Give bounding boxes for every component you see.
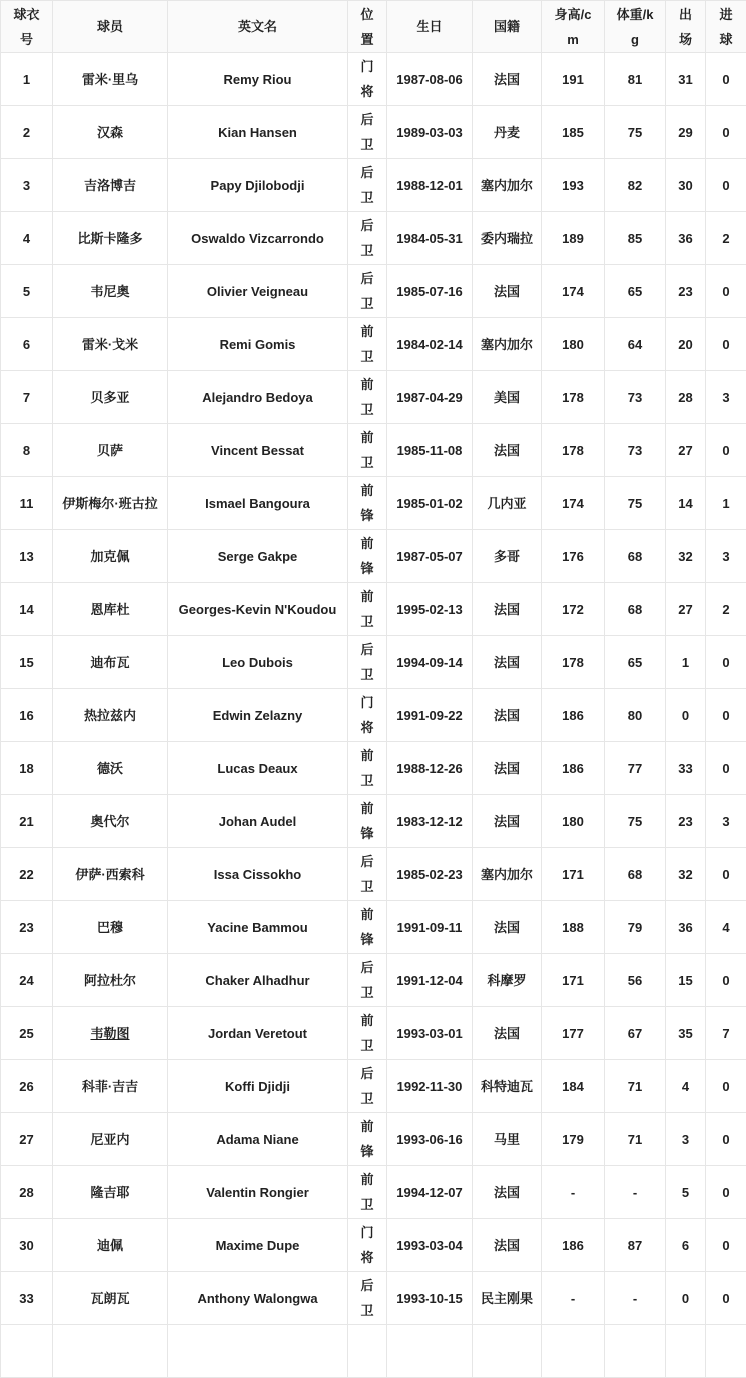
table-row bbox=[1, 583, 746, 636]
cell-weight-kg: 68 bbox=[605, 848, 666, 901]
cell-nationality: 法国 bbox=[473, 795, 542, 848]
cell-english-name: Johan Audel bbox=[168, 795, 348, 848]
cell-position: 前锋 bbox=[348, 1113, 387, 1166]
cell-nationality: 民主刚果 bbox=[473, 1272, 542, 1325]
cell-weight-kg: 65 bbox=[605, 265, 666, 318]
col-header-player-name: 球员 bbox=[53, 1, 168, 53]
cell-english-name: Serge Gakpe bbox=[168, 530, 348, 583]
cell-appearances: 20 bbox=[666, 318, 706, 371]
cell-player-name: 加克佩 bbox=[53, 530, 168, 583]
table-row bbox=[1, 848, 746, 901]
cell-nationality: 马里 bbox=[473, 1113, 542, 1166]
cell-height-cm: - bbox=[542, 1272, 605, 1325]
cell-player-name: 贝萨 bbox=[53, 424, 168, 477]
table-row bbox=[1, 1007, 746, 1060]
cell-jersey-number: 14 bbox=[1, 583, 53, 636]
cell-height-cm: 193 bbox=[542, 159, 605, 212]
table-row bbox=[1, 371, 746, 424]
cell-appearances: 32 bbox=[666, 530, 706, 583]
cell-weight-kg: 65 bbox=[605, 636, 666, 689]
cell-player-name: 贝多亚 bbox=[53, 371, 168, 424]
cell-jersey-number: 22 bbox=[1, 848, 53, 901]
cell-position: 后卫 bbox=[348, 212, 387, 265]
cell-height-cm: 174 bbox=[542, 265, 605, 318]
cell-jersey-number: 24 bbox=[1, 954, 53, 1007]
table-row bbox=[1, 424, 746, 477]
cell-position: 门将 bbox=[348, 1219, 387, 1272]
cell-birthday: 1988-12-26 bbox=[387, 742, 473, 795]
cell-position: 前卫 bbox=[348, 371, 387, 424]
cell-height-cm: 184 bbox=[542, 1060, 605, 1113]
cell-birthday: 1992-11-30 bbox=[387, 1060, 473, 1113]
cell-birthday: 1985-11-08 bbox=[387, 424, 473, 477]
cell-position: 后卫 bbox=[348, 1272, 387, 1325]
cell-weight-kg: 73 bbox=[605, 424, 666, 477]
cell-appearances: 15 bbox=[666, 954, 706, 1007]
cell-height-cm bbox=[542, 1325, 605, 1378]
table-row bbox=[1, 477, 746, 530]
col-header-goals: 进球 bbox=[706, 1, 746, 53]
cell-appearances: 5 bbox=[666, 1166, 706, 1219]
cell-player-name: 尼亚内 bbox=[53, 1113, 168, 1166]
cell-weight-kg: 79 bbox=[605, 901, 666, 954]
cell-nationality: 法国 bbox=[473, 53, 542, 106]
cell-nationality: 委内瑞拉 bbox=[473, 212, 542, 265]
cell-nationality: 法国 bbox=[473, 742, 542, 795]
cell-jersey-number: 28 bbox=[1, 1166, 53, 1219]
cell-goals: 0 bbox=[706, 742, 746, 795]
cell-goals: 0 bbox=[706, 106, 746, 159]
cell-player-name: 奥代尔 bbox=[53, 795, 168, 848]
cell-position: 前卫 bbox=[348, 318, 387, 371]
cell-weight-kg: 82 bbox=[605, 159, 666, 212]
cell-appearances: 6 bbox=[666, 1219, 706, 1272]
cell-nationality: 法国 bbox=[473, 1219, 542, 1272]
table-row bbox=[1, 265, 746, 318]
table-row bbox=[1, 636, 746, 689]
cell-birthday: 1984-05-31 bbox=[387, 212, 473, 265]
cell-player-name: 德沃 bbox=[53, 742, 168, 795]
cell-jersey-number: 13 bbox=[1, 530, 53, 583]
cell-weight-kg: 75 bbox=[605, 106, 666, 159]
cell-player-name bbox=[53, 1007, 168, 1060]
cell-nationality: 科摩罗 bbox=[473, 954, 542, 1007]
cell-position: 前锋 bbox=[348, 477, 387, 530]
cell-weight-kg: 73 bbox=[605, 371, 666, 424]
cell-english-name: Oswaldo Vizcarrondo bbox=[168, 212, 348, 265]
cell-jersey-number: 18 bbox=[1, 742, 53, 795]
cell-appearances: 30 bbox=[666, 159, 706, 212]
cell-jersey-number: 6 bbox=[1, 318, 53, 371]
table-row-partial bbox=[1, 1325, 746, 1378]
cell-height-cm: 172 bbox=[542, 583, 605, 636]
cell-english-name: Valentin Rongier bbox=[168, 1166, 348, 1219]
table-row bbox=[1, 1272, 746, 1325]
cell-english-name: Anthony Walongwa bbox=[168, 1272, 348, 1325]
cell-player-name bbox=[53, 1325, 168, 1378]
cell-english-name: Maxime Dupe bbox=[168, 1219, 348, 1272]
cell-birthday: 1994-12-07 bbox=[387, 1166, 473, 1219]
cell-birthday: 1987-04-29 bbox=[387, 371, 473, 424]
cell-player-name: 伊斯梅尔·班古拉 bbox=[53, 477, 168, 530]
col-header-weight-kg: 体重/kg bbox=[605, 1, 666, 53]
cell-height-cm: 180 bbox=[542, 795, 605, 848]
cell-weight-kg: 75 bbox=[605, 795, 666, 848]
cell-english-name: Olivier Veigneau bbox=[168, 265, 348, 318]
cell-player-name: 瓦朗瓦 bbox=[53, 1272, 168, 1325]
cell-goals: 0 bbox=[706, 1272, 746, 1325]
cell-jersey-number: 21 bbox=[1, 795, 53, 848]
cell-height-cm: 180 bbox=[542, 318, 605, 371]
cell-weight-kg bbox=[605, 1325, 666, 1378]
cell-jersey-number: 23 bbox=[1, 901, 53, 954]
cell-birthday bbox=[387, 1325, 473, 1378]
cell-nationality: 法国 bbox=[473, 1166, 542, 1219]
cell-player-name: 伊萨·西索科 bbox=[53, 848, 168, 901]
col-header-position: 位置 bbox=[348, 1, 387, 53]
cell-weight-kg: 77 bbox=[605, 742, 666, 795]
cell-goals: 2 bbox=[706, 583, 746, 636]
table-row bbox=[1, 1113, 746, 1166]
cell-jersey-number: 15 bbox=[1, 636, 53, 689]
cell-english-name: Lucas Deaux bbox=[168, 742, 348, 795]
table-row bbox=[1, 689, 746, 742]
players-table-body bbox=[1, 53, 746, 1378]
cell-appearances: 23 bbox=[666, 265, 706, 318]
cell-player-name: 雷米·戈米 bbox=[53, 318, 168, 371]
table-row bbox=[1, 53, 746, 106]
cell-jersey-number: 3 bbox=[1, 159, 53, 212]
cell-nationality: 法国 bbox=[473, 689, 542, 742]
table-row bbox=[1, 901, 746, 954]
cell-position: 门将 bbox=[348, 689, 387, 742]
cell-weight-kg: 85 bbox=[605, 212, 666, 265]
cell-height-cm: 186 bbox=[542, 742, 605, 795]
header-row bbox=[1, 1, 746, 53]
player-link[interactable]: 韦勒图 bbox=[90, 1026, 129, 1041]
table-row bbox=[1, 954, 746, 1007]
cell-birthday: 1987-05-07 bbox=[387, 530, 473, 583]
cell-english-name: Kian Hansen bbox=[168, 106, 348, 159]
cell-player-name: 吉洛博吉 bbox=[53, 159, 168, 212]
col-header-appearances: 出场 bbox=[666, 1, 706, 53]
cell-birthday: 1991-12-04 bbox=[387, 954, 473, 1007]
cell-birthday: 1993-03-04 bbox=[387, 1219, 473, 1272]
cell-goals: 3 bbox=[706, 371, 746, 424]
cell-player-name: 迪佩 bbox=[53, 1219, 168, 1272]
cell-goals: 0 bbox=[706, 954, 746, 1007]
cell-goals: 2 bbox=[706, 212, 746, 265]
cell-jersey-number: 2 bbox=[1, 106, 53, 159]
table-row bbox=[1, 212, 746, 265]
cell-position: 前卫 bbox=[348, 424, 387, 477]
cell-appearances: 33 bbox=[666, 742, 706, 795]
cell-appearances: 4 bbox=[666, 1060, 706, 1113]
cell-height-cm: 177 bbox=[542, 1007, 605, 1060]
cell-position: 后卫 bbox=[348, 106, 387, 159]
cell-nationality: 法国 bbox=[473, 424, 542, 477]
cell-jersey-number: 30 bbox=[1, 1219, 53, 1272]
cell-height-cm: 188 bbox=[542, 901, 605, 954]
cell-weight-kg: - bbox=[605, 1166, 666, 1219]
cell-english-name: Papy Djilobodji bbox=[168, 159, 348, 212]
cell-player-name: 迪布瓦 bbox=[53, 636, 168, 689]
cell-birthday: 1987-08-06 bbox=[387, 53, 473, 106]
cell-english-name: Chaker Alhadhur bbox=[168, 954, 348, 1007]
cell-goals: 0 bbox=[706, 1060, 746, 1113]
cell-nationality: 科特迪瓦 bbox=[473, 1060, 542, 1113]
table-row bbox=[1, 530, 746, 583]
cell-height-cm: 191 bbox=[542, 53, 605, 106]
cell-nationality: 塞内加尔 bbox=[473, 848, 542, 901]
cell-jersey-number: 33 bbox=[1, 1272, 53, 1325]
cell-english-name: Adama Niane bbox=[168, 1113, 348, 1166]
cell-position: 前卫 bbox=[348, 1007, 387, 1060]
cell-player-name: 比斯卡隆多 bbox=[53, 212, 168, 265]
cell-weight-kg: 56 bbox=[605, 954, 666, 1007]
cell-jersey-number: 7 bbox=[1, 371, 53, 424]
cell-weight-kg: 87 bbox=[605, 1219, 666, 1272]
cell-nationality: 丹麦 bbox=[473, 106, 542, 159]
cell-jersey-number: 8 bbox=[1, 424, 53, 477]
cell-position: 后卫 bbox=[348, 848, 387, 901]
cell-jersey-number: 27 bbox=[1, 1113, 53, 1166]
cell-goals: 0 bbox=[706, 53, 746, 106]
cell-jersey-number: 26 bbox=[1, 1060, 53, 1113]
cell-weight-kg: 71 bbox=[605, 1113, 666, 1166]
cell-appearances: 0 bbox=[666, 1272, 706, 1325]
cell-player-name: 隆吉耶 bbox=[53, 1166, 168, 1219]
cell-position: 前卫 bbox=[348, 583, 387, 636]
cell-goals: 4 bbox=[706, 901, 746, 954]
cell-english-name: Edwin Zelazny bbox=[168, 689, 348, 742]
table-row bbox=[1, 1060, 746, 1113]
cell-nationality: 塞内加尔 bbox=[473, 318, 542, 371]
cell-position: 后卫 bbox=[348, 954, 387, 1007]
col-header-english-name: 英文名 bbox=[168, 1, 348, 53]
cell-english-name bbox=[168, 1325, 348, 1378]
cell-english-name: Remi Gomis bbox=[168, 318, 348, 371]
cell-position: 前卫 bbox=[348, 1166, 387, 1219]
cell-english-name: Alejandro Bedoya bbox=[168, 371, 348, 424]
cell-birthday: 1984-02-14 bbox=[387, 318, 473, 371]
cell-birthday: 1991-09-22 bbox=[387, 689, 473, 742]
col-header-jersey-number: 球衣号 bbox=[1, 1, 53, 53]
cell-english-name: Issa Cissokho bbox=[168, 848, 348, 901]
cell-height-cm: 171 bbox=[542, 954, 605, 1007]
cell-height-cm: 186 bbox=[542, 1219, 605, 1272]
cell-english-name: Yacine Bammou bbox=[168, 901, 348, 954]
cell-appearances: 36 bbox=[666, 901, 706, 954]
table-row bbox=[1, 795, 746, 848]
cell-birthday: 1985-01-02 bbox=[387, 477, 473, 530]
cell-height-cm: 189 bbox=[542, 212, 605, 265]
table-row bbox=[1, 318, 746, 371]
cell-goals: 0 bbox=[706, 424, 746, 477]
cell-goals: 0 bbox=[706, 159, 746, 212]
cell-appearances: 27 bbox=[666, 583, 706, 636]
cell-english-name: Ismael Bangoura bbox=[168, 477, 348, 530]
cell-height-cm: 186 bbox=[542, 689, 605, 742]
cell-birthday: 1991-09-11 bbox=[387, 901, 473, 954]
cell-english-name: Jordan Veretout bbox=[168, 1007, 348, 1060]
cell-appearances: 0 bbox=[666, 689, 706, 742]
cell-nationality bbox=[473, 1325, 542, 1378]
cell-appearances: 28 bbox=[666, 371, 706, 424]
cell-nationality: 法国 bbox=[473, 901, 542, 954]
cell-goals: 0 bbox=[706, 1219, 746, 1272]
cell-jersey-number bbox=[1, 1325, 53, 1378]
cell-jersey-number: 5 bbox=[1, 265, 53, 318]
cell-appearances: 31 bbox=[666, 53, 706, 106]
cell-position: 前锋 bbox=[348, 901, 387, 954]
cell-english-name: Remy Riou bbox=[168, 53, 348, 106]
cell-height-cm: 174 bbox=[542, 477, 605, 530]
cell-birthday: 1994-09-14 bbox=[387, 636, 473, 689]
cell-position: 后卫 bbox=[348, 1060, 387, 1113]
cell-goals: 0 bbox=[706, 848, 746, 901]
cell-player-name: 巴穆 bbox=[53, 901, 168, 954]
table-row bbox=[1, 1166, 746, 1219]
cell-appearances: 35 bbox=[666, 1007, 706, 1060]
cell-height-cm: 178 bbox=[542, 371, 605, 424]
cell-position bbox=[348, 1325, 387, 1378]
cell-jersey-number: 25 bbox=[1, 1007, 53, 1060]
cell-height-cm: 176 bbox=[542, 530, 605, 583]
cell-weight-kg: 80 bbox=[605, 689, 666, 742]
cell-player-name: 热拉兹内 bbox=[53, 689, 168, 742]
cell-goals: 3 bbox=[706, 795, 746, 848]
cell-english-name: Georges-Kevin N'Koudou bbox=[168, 583, 348, 636]
cell-goals: 0 bbox=[706, 318, 746, 371]
cell-appearances bbox=[666, 1325, 706, 1378]
cell-english-name: Vincent Bessat bbox=[168, 424, 348, 477]
cell-goals: 0 bbox=[706, 636, 746, 689]
cell-birthday: 1985-02-23 bbox=[387, 848, 473, 901]
cell-weight-kg: 75 bbox=[605, 477, 666, 530]
cell-weight-kg: 67 bbox=[605, 1007, 666, 1060]
cell-goals: 0 bbox=[706, 1166, 746, 1219]
cell-birthday: 1993-03-01 bbox=[387, 1007, 473, 1060]
cell-player-name: 汉森 bbox=[53, 106, 168, 159]
cell-nationality: 法国 bbox=[473, 1007, 542, 1060]
cell-position: 前锋 bbox=[348, 530, 387, 583]
cell-birthday: 1988-12-01 bbox=[387, 159, 473, 212]
cell-jersey-number: 4 bbox=[1, 212, 53, 265]
cell-weight-kg: 68 bbox=[605, 583, 666, 636]
table-row bbox=[1, 159, 746, 212]
cell-player-name: 韦尼奥 bbox=[53, 265, 168, 318]
cell-english-name: Leo Dubois bbox=[168, 636, 348, 689]
cell-position: 前锋 bbox=[348, 795, 387, 848]
cell-goals: 0 bbox=[706, 265, 746, 318]
cell-jersey-number: 11 bbox=[1, 477, 53, 530]
cell-position: 前卫 bbox=[348, 742, 387, 795]
cell-nationality: 法国 bbox=[473, 583, 542, 636]
cell-birthday: 1995-02-13 bbox=[387, 583, 473, 636]
cell-english-name: Koffi Djidji bbox=[168, 1060, 348, 1113]
cell-height-cm: 171 bbox=[542, 848, 605, 901]
table-row bbox=[1, 1219, 746, 1272]
cell-appearances: 14 bbox=[666, 477, 706, 530]
cell-appearances: 32 bbox=[666, 848, 706, 901]
cell-weight-kg: 81 bbox=[605, 53, 666, 106]
cell-birthday: 1993-06-16 bbox=[387, 1113, 473, 1166]
cell-height-cm: - bbox=[542, 1166, 605, 1219]
cell-height-cm: 185 bbox=[542, 106, 605, 159]
cell-position: 后卫 bbox=[348, 636, 387, 689]
cell-birthday: 1985-07-16 bbox=[387, 265, 473, 318]
cell-position: 门将 bbox=[348, 53, 387, 106]
cell-birthday: 1993-10-15 bbox=[387, 1272, 473, 1325]
cell-height-cm: 179 bbox=[542, 1113, 605, 1166]
cell-weight-kg: 64 bbox=[605, 318, 666, 371]
col-header-nationality: 国籍 bbox=[473, 1, 542, 53]
cell-appearances: 36 bbox=[666, 212, 706, 265]
cell-player-name: 科菲·吉吉 bbox=[53, 1060, 168, 1113]
cell-nationality: 多哥 bbox=[473, 530, 542, 583]
cell-nationality: 塞内加尔 bbox=[473, 159, 542, 212]
cell-jersey-number: 1 bbox=[1, 53, 53, 106]
cell-player-name: 恩库杜 bbox=[53, 583, 168, 636]
cell-goals: 7 bbox=[706, 1007, 746, 1060]
cell-appearances: 23 bbox=[666, 795, 706, 848]
cell-goals: 0 bbox=[706, 1113, 746, 1166]
cell-nationality: 法国 bbox=[473, 265, 542, 318]
cell-weight-kg: 68 bbox=[605, 530, 666, 583]
cell-height-cm: 178 bbox=[542, 636, 605, 689]
cell-nationality: 法国 bbox=[473, 636, 542, 689]
cell-appearances: 3 bbox=[666, 1113, 706, 1166]
cell-position: 后卫 bbox=[348, 159, 387, 212]
cell-position: 后卫 bbox=[348, 265, 387, 318]
table-row bbox=[1, 106, 746, 159]
cell-nationality: 美国 bbox=[473, 371, 542, 424]
cell-height-cm: 178 bbox=[542, 424, 605, 477]
cell-birthday: 1989-03-03 bbox=[387, 106, 473, 159]
cell-player-name: 阿拉杜尔 bbox=[53, 954, 168, 1007]
cell-goals: 3 bbox=[706, 530, 746, 583]
cell-appearances: 29 bbox=[666, 106, 706, 159]
col-header-height-cm: 身高/cm bbox=[542, 1, 605, 53]
cell-goals: 1 bbox=[706, 477, 746, 530]
cell-nationality: 几内亚 bbox=[473, 477, 542, 530]
cell-appearances: 27 bbox=[666, 424, 706, 477]
cell-goals bbox=[706, 1325, 746, 1378]
table-row bbox=[1, 742, 746, 795]
cell-weight-kg: 71 bbox=[605, 1060, 666, 1113]
cell-appearances: 1 bbox=[666, 636, 706, 689]
cell-player-name: 雷米·里乌 bbox=[53, 53, 168, 106]
cell-birthday: 1983-12-12 bbox=[387, 795, 473, 848]
col-header-birthday: 生日 bbox=[387, 1, 473, 53]
cell-weight-kg: - bbox=[605, 1272, 666, 1325]
cell-goals: 0 bbox=[706, 689, 746, 742]
cell-jersey-number: 16 bbox=[1, 689, 53, 742]
